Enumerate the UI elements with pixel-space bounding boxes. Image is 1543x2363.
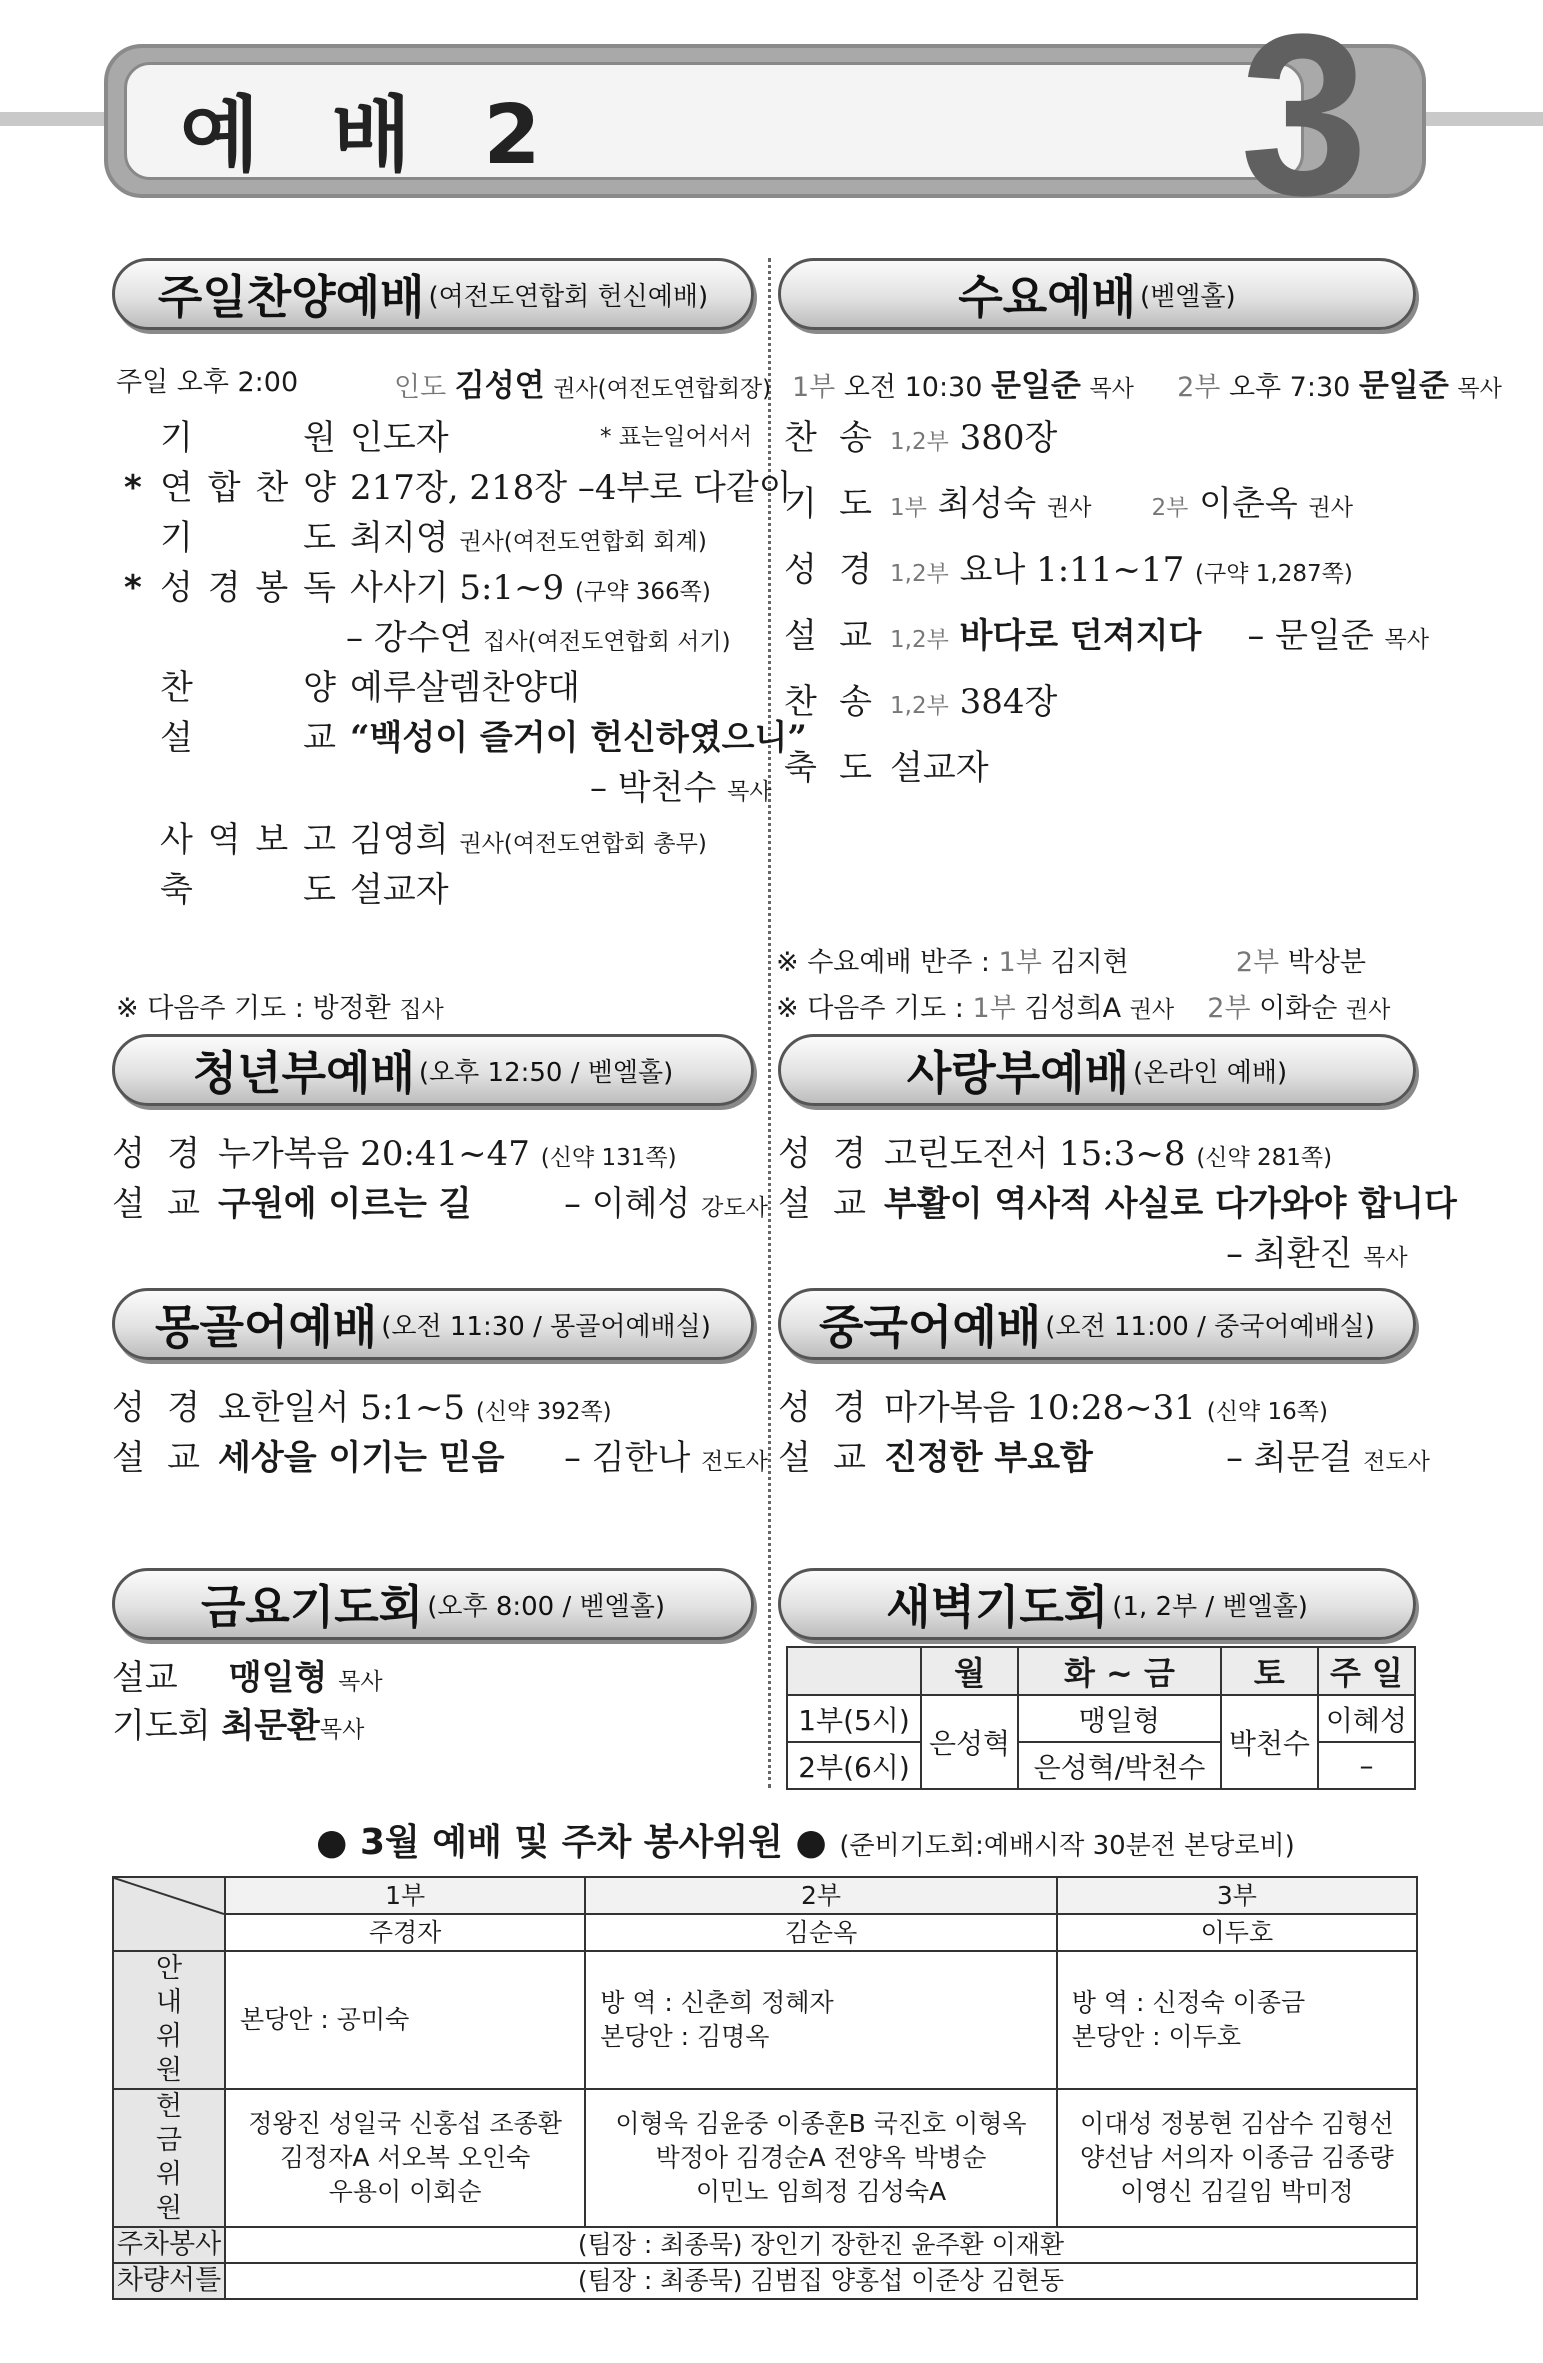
label-char: 성: [778, 1388, 811, 1428]
sermon-title: 부활이 역사적 사실로 다가와야 합니다: [884, 1184, 1457, 1224]
label-char: 역: [207, 820, 241, 860]
wed-next-prayer-role2: 권사: [1345, 997, 1391, 1023]
order-sub: (구약 366쪽): [575, 579, 711, 605]
service2-role: 목사: [1457, 376, 1502, 402]
label-char: 교: [167, 1438, 200, 1478]
youth-sermon: [112, 1176, 472, 1225]
offering-label: 헌 금 위 원: [113, 2089, 225, 2227]
label-char: 성: [784, 550, 817, 590]
wednesday-subtitle: (벧엘홀): [1140, 281, 1236, 312]
scripture-label: [112, 1380, 200, 1429]
guide-line: 본당안 : 이두호: [1071, 2022, 1241, 2051]
sunday-order-item: [124, 710, 807, 759]
wed-part: 1,2부: [890, 561, 949, 587]
chinese-subtitle: (오전 11:00 / 중국어예배실): [1045, 1311, 1375, 1342]
scripture-ref: (신약 281쪽): [1196, 1145, 1333, 1171]
wed-part: 1,2부: [890, 627, 949, 653]
wed-label: [784, 608, 872, 657]
dawn-row2-label: 2부(6시): [787, 1742, 921, 1789]
dawn-tuefri-1: 맹일형: [1018, 1695, 1221, 1742]
wed-part: 1,2부: [890, 693, 949, 719]
wed-next-prayer-name2: 이화순: [1259, 993, 1338, 1024]
wed-part: 1,2부: [890, 429, 949, 455]
volunteers-title: [316, 1814, 1295, 1865]
dawn-mon-leader: 은성혁: [921, 1695, 1018, 1789]
offering-cell-3: [1057, 2089, 1417, 2227]
wed-label: [784, 674, 872, 723]
page-title: 예 배 2: [180, 88, 563, 183]
speaker-name: – 최환진: [1226, 1234, 1353, 1274]
love-speaker: [1226, 1226, 1408, 1275]
leader-name: 김성연: [454, 368, 545, 404]
col-2: 2부: [585, 1877, 1057, 1914]
label-char: 교: [833, 1184, 866, 1224]
order-value: – 강수연: [346, 618, 473, 658]
label-char: 도: [839, 484, 872, 524]
label-char: 도: [303, 870, 336, 910]
wed-role: 목사: [1384, 627, 1429, 653]
service2-label: 2부: [1177, 372, 1221, 403]
order-value: “백성이 즐거이 헌신하였으니”: [350, 718, 807, 758]
dawn-header-blank: [787, 1647, 921, 1695]
guide-line: 방 역 : 신춘희 정혜자: [600, 1988, 834, 2017]
sunday-subtitle: (여전도연합회 헌신예배): [428, 281, 709, 312]
label-char: 도: [839, 748, 872, 788]
wed-label: [784, 542, 872, 591]
label-char: 설: [778, 1438, 811, 1478]
sunday-order-item: [124, 510, 707, 559]
volunteers-title-text: ● 3월 예배 및 주차 봉사위원 ●: [316, 1822, 827, 1863]
volunteers-table: [112, 1876, 1418, 2300]
sermon-label: [778, 1176, 866, 1225]
label-char: 설: [778, 1184, 811, 1224]
label-char: 독: [303, 568, 336, 608]
speaker-name: – 이혜성: [564, 1184, 691, 1224]
order-label: [160, 410, 336, 459]
label-char: 성: [160, 568, 193, 608]
label-char: 찬: [784, 682, 817, 722]
love-service-header: [778, 1034, 1416, 1106]
service2-time: 오후 7:30: [1228, 372, 1351, 403]
dawn-sun-1: 이혜성: [1318, 1695, 1415, 1742]
speaker-role: 강도사: [701, 1195, 768, 1221]
scripture-text: 요한일서 5:1~5: [218, 1388, 466, 1428]
label-char: 사: [160, 820, 193, 860]
mongol-sermon: [112, 1430, 504, 1479]
friday-prayer-name: 최문환: [221, 1706, 320, 1746]
scripture-text: 누가복음 20:41~47: [218, 1134, 530, 1174]
label-char: 교: [833, 1438, 866, 1478]
friday-sermon-role: 목사: [338, 1669, 383, 1695]
sunday-next-prayer: [116, 986, 444, 1025]
sermon-title: 진정한 부요함: [884, 1438, 1093, 1478]
order-value: 설교자: [350, 870, 449, 910]
guide-line: 방 역 : 신정숙 이종금: [1071, 1988, 1306, 2017]
friday-subtitle: (오후 8:00 / 벧엘홀): [427, 1591, 665, 1622]
leader-3: 이두호: [1057, 1914, 1417, 1951]
stand-mark: *: [124, 568, 142, 608]
label-char: 찬: [784, 418, 817, 458]
label-char: 성: [112, 1134, 145, 1174]
order-value: 217장, 218장 –4부로 다같이: [350, 468, 792, 508]
youth-speaker: [564, 1176, 768, 1225]
label-char: 봉: [255, 568, 289, 608]
offering-line: 박정아 김경순A 전양옥 박병순: [655, 2143, 987, 2172]
wednesday-accompanist: [776, 940, 1366, 979]
service1-name: 문일준: [991, 368, 1081, 404]
leader-label: 인도: [394, 372, 447, 403]
scripture-label: [778, 1126, 866, 1175]
wednesday-order-item: [784, 476, 1353, 525]
label-char: 설: [112, 1438, 145, 1478]
label-char: 경: [167, 1134, 200, 1174]
guide-label: 안 내 위 원: [113, 1951, 225, 2089]
sunday-service-header: [112, 258, 754, 330]
dawn-header-tuefri: 화 ~ 금: [1018, 1647, 1221, 1695]
col-1: 1부: [225, 1877, 585, 1914]
leader-2: 김순옥: [585, 1914, 1057, 1951]
order-value: 인도자: [350, 418, 449, 458]
dawn-row1-label: 1부(5시): [787, 1695, 921, 1742]
service1-label: 1부: [792, 372, 836, 403]
youth-service-header: [112, 1034, 754, 1106]
wed-part: 1부: [890, 495, 927, 521]
guide-line: 본당안 : 김명옥: [600, 2022, 770, 2051]
friday-sermon-label: 설교: [112, 1658, 178, 1698]
friday-prayer-role: 목사: [319, 1717, 365, 1743]
wednesday-order-item: [784, 674, 1057, 723]
label-char: 설: [784, 616, 817, 656]
wednesday-times: [792, 360, 1502, 405]
label-char: 축: [160, 870, 193, 910]
service1-role: 목사: [1089, 376, 1134, 402]
accompanist-part1: 1부: [998, 947, 1042, 978]
next-prayer-text: ※ 다음주 기도 : 방정환: [116, 993, 391, 1024]
order-label: [160, 510, 336, 559]
accompanist-name1: 김지현: [1050, 947, 1129, 978]
youth-subtitle: (오후 12:50 / 벧엘홀): [418, 1057, 674, 1088]
order-label: [160, 460, 336, 509]
accompanist-label: ※ 수요예배 반주 :: [776, 947, 999, 978]
love-scripture: [778, 1126, 1332, 1175]
wed-next-prayer-part2: 2부: [1207, 993, 1251, 1024]
parking-team: (팀장 : 최종묵) 장인기 장한진 윤주환 이재환: [225, 2227, 1417, 2263]
wed-value: 설교자: [890, 748, 989, 788]
scripture-label: [778, 1380, 866, 1429]
wednesday-order-item: [784, 410, 1057, 459]
label-char: 축: [784, 748, 817, 788]
speaker-name: – 최문걸: [1226, 1438, 1353, 1478]
sunday-order-item: [590, 760, 772, 809]
label-char: 고: [303, 820, 336, 860]
wed-value: 380장: [959, 418, 1058, 458]
love-subtitle: (온라인 예배): [1133, 1057, 1288, 1088]
sunday-time: 주일 오후 2:00: [116, 367, 299, 398]
accompanist-part2: 2부: [1235, 947, 1280, 978]
order-sub: 권사(여전도연합회 회계): [459, 529, 707, 555]
friday-prayer: [112, 1698, 364, 1747]
guide-cell-1: [225, 1951, 585, 2089]
sunday-order-item: [124, 460, 792, 509]
label-char: 경: [839, 550, 872, 590]
wednesday-service-header: [778, 258, 1416, 330]
friday-service-header: [112, 1568, 754, 1640]
label-char: 경: [207, 568, 241, 608]
wed-value: 384장: [959, 682, 1058, 722]
wed-role2: 권사: [1308, 495, 1353, 521]
youth-title: 청년부예배: [192, 1046, 415, 1100]
dawn-header-mon: 월: [921, 1647, 1018, 1695]
dawn-service-header: [778, 1568, 1416, 1640]
sunday-title: 주일찬양예배: [157, 270, 425, 324]
wednesday-title: 수요예배: [958, 270, 1137, 324]
youth-scripture: [112, 1126, 677, 1175]
offering-cell-2: [585, 2089, 1057, 2227]
order-label: [160, 560, 336, 609]
sermon-title: 구원에 이르는 길: [218, 1184, 472, 1224]
offering-line: 김정자A 서오복 오인숙: [279, 2143, 531, 2172]
sunday-order-item: [124, 560, 711, 609]
label-char: 교: [839, 616, 872, 656]
corner-cell: [113, 1877, 225, 1951]
wed-next-prayer-name1: 김성희A: [1024, 993, 1122, 1024]
mongol-speaker: [564, 1430, 768, 1479]
chinese-service-header: [778, 1288, 1416, 1360]
dawn-header-sat: 토: [1221, 1647, 1318, 1695]
offering-line: 이영신 김길임 박미정: [1120, 2177, 1354, 2206]
guide-line: 본당안 : 공미숙: [240, 2005, 410, 2034]
sunday-order-item: [124, 660, 580, 709]
dawn-subtitle: (1, 2부 / 벧엘홀): [1112, 1591, 1308, 1622]
label-char: 기: [160, 418, 193, 458]
label-char: 경: [833, 1134, 866, 1174]
label-char: 교: [303, 718, 336, 758]
order-label: [160, 710, 336, 759]
wed-part2: 2부: [1151, 495, 1189, 521]
label-char: 찬: [160, 668, 193, 708]
label-char: 도: [303, 518, 336, 558]
sermon-label: [778, 1430, 866, 1479]
wednesday-next-prayer: [776, 986, 1390, 1025]
dawn-sat-leader: 박천수: [1221, 1695, 1318, 1789]
order-sub: 목사: [727, 779, 772, 805]
offering-line: 이대성 정봉현 김삼수 김형선: [1080, 2109, 1394, 2138]
parking-label: 주차봉사: [113, 2227, 225, 2263]
shuttle-label: 차량서틀: [113, 2263, 225, 2299]
label-char: 원: [303, 418, 336, 458]
sermon-label: [112, 1430, 200, 1479]
chinese-scripture: [778, 1380, 1328, 1429]
speaker-role: 전도사: [701, 1449, 768, 1475]
order-label: [160, 862, 336, 911]
dawn-tuefri-2: 은성혁/박천수: [1018, 1742, 1221, 1789]
shuttle-team: (팀장 : 최종묵) 김범집 양홍섭 이준상 김현동: [225, 2263, 1417, 2299]
wed-value2: 이춘옥: [1199, 484, 1298, 524]
mongol-service-header: [112, 1288, 754, 1360]
friday-sermon: [112, 1650, 383, 1699]
sunday-order-item: [346, 610, 731, 659]
label-char: 성: [112, 1388, 145, 1428]
dawn-title: 새벽기도회: [886, 1580, 1109, 1634]
sermon-title: 세상을 이기는 믿음: [218, 1438, 505, 1478]
wed-label: [784, 740, 872, 789]
offering-line: 우용이 이회순: [328, 2177, 482, 2206]
volunteers-note: (준비기도회:예배시작 30분전 본당로비): [839, 1831, 1295, 1861]
scripture-ref: (신약 392쪽): [475, 1399, 612, 1425]
sermon-label: [112, 1176, 200, 1225]
label-char: 교: [167, 1184, 200, 1224]
scripture-label: [112, 1126, 200, 1175]
love-sermon: [778, 1176, 1457, 1225]
label-char: 합: [207, 468, 241, 508]
stand-mark: *: [124, 468, 142, 508]
chinese-speaker: [1226, 1430, 1430, 1479]
order-value: 사사기 5:1~9: [350, 568, 565, 608]
order-value: – 박천수: [590, 768, 717, 808]
label-char: 설: [160, 718, 193, 758]
love-title: 사랑부예배: [906, 1046, 1130, 1100]
label-char: 보: [255, 820, 289, 860]
dawn-schedule-table: [786, 1646, 1416, 1790]
speaker-name: – 김한나: [564, 1438, 691, 1478]
order-value: 김영희: [350, 820, 449, 860]
mongol-scripture: [112, 1380, 612, 1429]
col-3: 3부: [1057, 1877, 1417, 1914]
wednesday-order-item: [784, 740, 989, 789]
sunday-order-item: [124, 410, 449, 459]
label-char: 성: [778, 1134, 811, 1174]
offering-line: 정왕진 성일국 신홍섭 조종환: [248, 2109, 562, 2138]
order-value: 예루살렘찬양대: [350, 668, 580, 708]
friday-sermon-name: 맹일형: [228, 1658, 328, 1698]
wed-label: [784, 410, 872, 459]
wed-value: 최성숙: [937, 484, 1037, 524]
order-sub: 권사(여전도연합회 총무): [459, 831, 707, 857]
friday-title: 금요기도회: [201, 1580, 424, 1634]
sunday-order-item: [124, 812, 707, 861]
dawn-sun-2: –: [1318, 1742, 1415, 1789]
wed-next-prayer-label: ※ 다음주 기도 :: [776, 993, 973, 1024]
wednesday-order-item: [784, 542, 1353, 591]
speaker-role: 전도사: [1363, 1449, 1430, 1475]
wednesday-order-item: [784, 608, 1429, 657]
friday-prayer-label: 기도회: [112, 1706, 211, 1746]
chinese-title: 중국어예배: [819, 1300, 1042, 1354]
dawn-header-sun: 주 일: [1318, 1647, 1415, 1695]
label-char: 송: [839, 682, 872, 722]
label-char: 경: [833, 1388, 866, 1428]
mongol-title: 몽골어예배: [155, 1300, 378, 1354]
leader-role: 권사(여전도연합회장): [553, 376, 772, 402]
sunday-leader: [394, 360, 771, 405]
offering-line: 이형욱 김윤중 이종훈B 국진호 이형옥: [615, 2109, 1027, 2138]
label-char: 양: [303, 468, 336, 508]
stand-note: * 표는일어서서: [600, 424, 753, 450]
order-sub: 집사(여전도연합회 서기): [483, 629, 731, 655]
scripture-ref: (신약 131쪽): [540, 1145, 677, 1171]
page-number: 3: [1240, 0, 1368, 243]
label-char: 기: [160, 518, 193, 558]
mongol-subtitle: (오전 11:30 / 몽골어예배실): [381, 1311, 711, 1342]
offering-line: 양선남 서의자 이종금 김종량: [1080, 2143, 1394, 2172]
wed-value: 요나 1:11~17: [959, 550, 1185, 590]
guide-cell-3: [1057, 1951, 1417, 2089]
chinese-sermon: [778, 1430, 1093, 1479]
label-char: 기: [784, 484, 817, 524]
wed-value: 바다로 던져지다: [959, 616, 1202, 656]
next-prayer-role: 집사: [399, 997, 444, 1023]
service1-time: 오전 10:30: [843, 372, 983, 403]
wed-next-prayer-part1: 1부: [972, 993, 1016, 1024]
label-char: 송: [839, 418, 872, 458]
offering-cell-1: [225, 2089, 585, 2227]
speaker-role: 목사: [1363, 1245, 1408, 1271]
label-char: 경: [167, 1388, 200, 1428]
scripture-text: 마가복음 10:28~31: [884, 1388, 1196, 1428]
sunday-order-item: [124, 862, 449, 911]
accompanist-name2: 박상분: [1287, 947, 1366, 978]
leader-1: 주경자: [225, 1914, 585, 1951]
label-char: 양: [303, 668, 336, 708]
order-value: 최지영: [350, 518, 449, 558]
guide-cell-2: [585, 1951, 1057, 2089]
wed-role: (구약 1,287쪽): [1195, 561, 1353, 587]
label-char: 연: [160, 468, 193, 508]
service2-name: 문일준: [1358, 368, 1449, 404]
wed-label: [784, 476, 872, 525]
wed-next-prayer-role1: 권사: [1129, 997, 1175, 1023]
scripture-text: 고린도전서 15:3~8: [884, 1134, 1186, 1174]
label-char: 설: [112, 1184, 145, 1224]
order-label: [160, 660, 336, 709]
offering-line: 이민노 임희정 김성숙A: [695, 2177, 947, 2206]
scripture-ref: (신약 16쪽): [1206, 1399, 1328, 1425]
label-char: 찬: [255, 468, 289, 508]
wed-speaker: – 문일준: [1247, 616, 1374, 656]
wed-role: 권사: [1047, 495, 1092, 521]
order-label: [160, 812, 336, 861]
